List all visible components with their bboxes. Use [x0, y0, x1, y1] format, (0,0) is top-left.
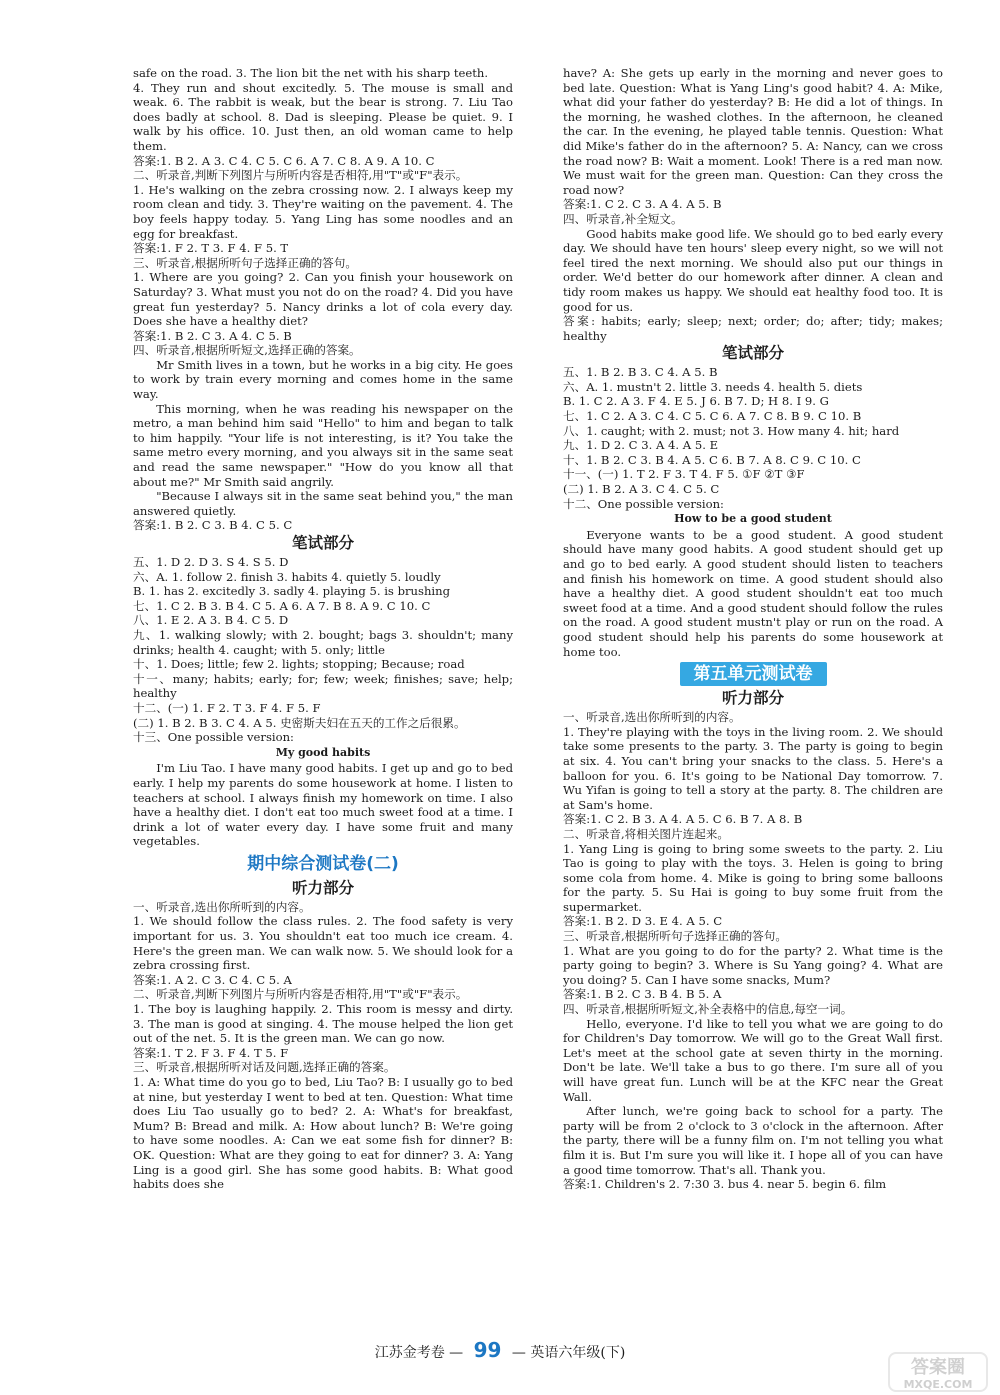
passage-paragraph: Mr Smith lives in a town, but he works in a big city. He goes to work by train every morning and comes home in the same way. [133, 357, 513, 402]
text-line: 答案:1. F 2. T 3. F 4. F 5. T [133, 241, 289, 256]
section-heading: 笔试部分 [721, 344, 784, 363]
text-line: 1. What are you going to do for the party? 2. What time is the party going to begin? 3. Where is Su Yang going? 4. What are you doing? 5. Can I have some snacks, Mum? [563, 943, 943, 987]
text-line: 五、1. D 2. D 3. S 4. S 5. D [133, 555, 289, 569]
text-line: 答案:1. T 2. F 3. F 4. T 5. F [133, 1045, 289, 1060]
test-title: 第五单元测试卷 [680, 662, 827, 686]
text-line: 答案:1. B 2. C 3. B 4. C 5. C [133, 518, 293, 533]
text-line: 十一、many; habits; early; for; few; week; finishes; save; help; healthy [133, 671, 513, 701]
text-line: 七、1. C 2. B 3. B 4. C 5. A 6. A 7. B 8. A 9. C 10. C [133, 598, 431, 613]
footer-book-title: 江苏金考卷 [374, 1345, 445, 1361]
passage-paragraph: I'm Liu Tao. I have many good habits. I get up and go to bed early. I help my parents do some housework at home. I listen to teachers at school. I always finish my homework on time. I also have a healthy diet. I don't eat too much sweet food at a time. I drink a lot of water every day. I have some fruit and many vegetables. [133, 761, 513, 849]
essay-title: My good habits [275, 745, 371, 759]
left-column [133, 66, 513, 1192]
text-line: 二、听录音,将相关图片连起来。 [563, 826, 729, 841]
text-line: 答案:1. B 2. D 3. E 4. A 5. C [563, 914, 723, 929]
text-line: safe on the road. 3. The lion bit the net with his sharp teeth. [133, 66, 489, 80]
text-line: 三、听录音,根据所听句子选择正确的答句。 [133, 255, 357, 270]
text-line: 二、听录音,判断下列图片与所听内容是否相符,用"T"或"F"表示。 [133, 168, 468, 183]
text-line: 答案:1. C 2. B 3. A 4. A 5. C 6. B 7. A 8. B [563, 812, 803, 827]
watermark-main: 答案圈 [911, 1357, 965, 1378]
text-line: 答案: habits; early; sleep; next; order; do; after; tidy; makes; healthy [563, 314, 943, 343]
text-line: 三、听录音,根据所听对话及问题,选择正确的答案。 [133, 1060, 396, 1075]
text-line: 八、1. E 2. A 3. B 4. C 5. D [133, 613, 289, 628]
text-line: 1. He's walking on the zebra crossing now. 2. I always keep my room clean and tidy. 3. They're waiting on the pavement. 4. The boy feels happy today. 5. Yang Ling has some noodles and an egg for breakfast. [133, 182, 513, 241]
text-line: 1. A: What time do you go to bed, Liu Tao? B: I usually go to bed at nine, but yesterday I went to bed at ten. Question: What time does Liu Tao usually go to bed? 2. A: What's for breakfast, Mum? B: Bread and milk. A: How about lunch? B: We're going to have some noodles. A: Can we eat some fish for dinner? B: OK. Question: What are they going to eat for dinner? 3. A: Yang Ling is a good girl. She has some good habits. B: What good habits does she [133, 1075, 513, 1192]
page-number: 99 [473, 1338, 502, 1362]
text-line: 十一、(一) 1. T 2. F 3. T 4. F 5. ①F ②T ③F [563, 467, 805, 482]
essay-title: How to be a good student [674, 512, 832, 526]
right-column [563, 66, 943, 1192]
text-line: 答案:1. B 2. C 3. A 4. C 5. B [133, 328, 292, 343]
text-line: 四、听录音,根据所听短文,选择正确的答案。 [133, 343, 361, 358]
text-line: 七、1. C 2. A 3. C 4. C 5. C 6. A 7. C 8. B 9. C 10. B [563, 409, 862, 424]
footer-subject: 英语六年级(下) [530, 1345, 626, 1361]
text-line: 1. Yang Ling is going to bring some sweets to the party. 2. Liu Tao is going to play with the toys. 3. Helen is going to bring some cola from home. 4. Mike is going to bring some balloons for the party. 5. Su Hai is going to buy some fruit from the supermarket. [563, 841, 943, 914]
text-line: 九、1. walking slowly; with 2. bought; bags 3. shouldn't; many drinks; health 4. caught; with 5. only; little [133, 627, 513, 657]
watermark-site: MXQE.COM [903, 1378, 973, 1391]
text-line: 1. The boy is laughing happily. 2. This room is messy and dirty. 3. The man is good at singing. 4. The mouse helped the lion get out of the net. 5. It is the green man. We can go now. [133, 1002, 513, 1046]
text-line: 四、听录音,补全短文。 [563, 211, 683, 226]
text-line: 一、听录音,选出你所听到的内容。 [563, 710, 741, 725]
text-line: have? A: She gets up early in the morning and never goes to bed late. Question: What is Yang Ling's good habit? 4. A: Mike, what did your father do yesterday? B: He did a lot of things. In the morning, he washed clothes. In the afternoon, he cleaned the car. In the evening, he played table tennis. Question: What did Mike's father do in the afternoon? 5. A: Nancy, can we cross the road now? B: Wait a moment. Look! There is a red man now. We must wait for the green man. Question: Can they cross the road now? [563, 66, 943, 197]
text-line: 答案:1. B 2. A 3. C 4. C 5. C 6. A 7. C 8. A 9. A 10. C [133, 153, 435, 168]
text-line: 十二、(一) 1. F 2. T 3. F 4. F 5. F [133, 700, 321, 715]
text-line: 1. Where are you going? 2. Can you finish your housework on Saturday? 3. What must you not do on the road? 4. Did you have great fun yesterday? 5. Nancy drinks a lot of cola every day. Does she have a healthy diet? [133, 270, 513, 329]
text-line: B. 1. C 2. A 3. F 4. E 5. J 6. B 7. D; H 8. I 9. G [563, 394, 829, 409]
passage-paragraph: Good habits make good life. We should go to bed early every day. We should have ten hours' sleep every night, so we will not feel tired the next morning. We should also put our things in order. We'd better do our homework after dinner. A clean and tidy room makes us happy. We should eat healthy food too. It is good for us. [563, 226, 943, 314]
footer-dash-left: — [449, 1345, 464, 1361]
section-heading: 听力部分 [291, 878, 354, 897]
test-title: 期中综合测试卷(二) [247, 853, 399, 874]
text-line: 三、听录音,根据所听句子选择正确的答句。 [563, 929, 787, 944]
text-line: 答案:1. C 2. C 3. A 4. A 5. B [563, 197, 722, 212]
footer-dash-right: — [511, 1345, 526, 1361]
test-title-banner [563, 662, 943, 686]
text-line: 一、听录音,选出你所听到的内容。 [133, 899, 311, 914]
text-line: 六、A. 1. follow 2. finish 3. habits 4. quietly 5. loudly [133, 569, 441, 584]
page-footer [0, 1340, 1000, 1363]
section-heading: 笔试部分 [291, 534, 354, 552]
passage-paragraph: After lunch, we're going back to school for a party. The party will be from 2 o'clock to 3 o'clock in the afternoon. After the party, there will be a funny film on. I'm not telling you what film it is. But I'm sure you will like it. I hope all of you can have a good time tomorrow. That's all. Thank you. [563, 1104, 943, 1177]
passage-paragraph: Everyone wants to be a good student. A good student should have many good habits. A good student should get up and go to bed early. A good student should listen to teachers and finish his homework on time. A good student should also have a healthy diet. A good student shouldn't eat too much sweet food at a time. And a good student should follow the rules on the road. A good student mustn't play or run on the road. A good student should help his parents do some housework at home too. [563, 527, 943, 659]
text-line: 十三、One possible version: [133, 730, 294, 745]
text-line: 二、听录音,判断下列图片与所听内容是否相符,用"T"或"F"表示。 [133, 987, 468, 1002]
text-line: 六、A. 1. mustn't 2. little 3. needs 4. health 5. diets [563, 379, 863, 394]
text-line: 1. We should follow the class rules. 2. The food safety is very important for us. 3. You shouldn't eat too much ice cream. 4. Here's the green man. We can walk now. 5. We should look for a zebra crossing first. [133, 914, 513, 973]
text-line: 八、1. caught; with 2. must; not 3. How many 4. hit; hard [563, 423, 900, 438]
text-line: 答案:1. Children's 2. 7:30 3. bus 4. near 5. begin 6. film [563, 1177, 887, 1192]
text-line: (二) 1. B 2. B 3. C 4. A 5. 史密斯夫妇在五天的工作之后很累。 [133, 715, 466, 730]
passage-paragraph: Hello, everyone. I'd like to tell you what we are going to do for Children's Day tomorrow. We will go to the Great Wall first. Let's meet at the school gate at seven thirty in the morning. Don't be late. We'll take a bus to go there. I'm sure all of you will have great fun. Lunch will be at the KFC near the Great Wall. [563, 1016, 943, 1104]
watermark-logo [888, 1352, 988, 1392]
passage-paragraph: "Because I always sit in the same seat behind you," the man answered quietly. [133, 489, 513, 518]
text-line: 1. They're playing with the toys in the living room. 2. We should take some presents to the party. 3. The party is going to begin at six. 4. You can't bring your snacks to the class. 5. Here's a balloon for you. 6. It's going to be National Day tomorrow. 7. Wu Yifan is going to tell a story at the party. 8. The children are at Sam's home. [563, 724, 943, 812]
section-heading: 听力部分 [721, 689, 784, 708]
text-line: 答案:1. A 2. C 3. C 4. C 5. A [133, 972, 292, 987]
text-line: 答案:1. B 2. C 3. B 4. B 5. A [563, 987, 722, 1002]
text-line: 十二、One possible version: [563, 496, 724, 511]
text-line: 九、1. D 2. C 3. A 4. A 5. E [563, 438, 719, 453]
text-line: 十、1. Does; little; few 2. lights; stopping; Because; road [133, 657, 465, 672]
text-line: (二) 1. B 2. A 3. C 4. C 5. C [563, 482, 720, 497]
text-line: B. 1. has 2. excitedly 3. sadly 4. playing 5. is brushing [133, 584, 451, 599]
passage-paragraph: This morning, when he was reading his newspaper on the metro, a man behind him said "Hello" to him and began to talk to him happily. "Your life is not interesting, is it? You take the same metro every morning, and you always sit in the same seat and read the same newspaper." "How do you know all that about me?" Mr Smith said angrily. [133, 401, 513, 489]
text-line: 十、1. B 2. C 3. B 4. A 5. C 6. B 7. A 8. C 9. C 10. C [563, 452, 861, 467]
text-line: 五、1. B 2. B 3. C 4. A 5. B [563, 365, 718, 380]
text-line: 四、听录音,根据所听短文,补全表格中的信息,每空一词。 [563, 1002, 853, 1017]
text-line: 4. They run and shout excitedly. 5. The mouse is small and weak. 6. The rabbit is weak, but the bear is strong. 7. Liu Tao does badly at school. 8. Dad is sleeping. Please be quiet. 9. I walk by his office. 10. Just then, an old woman came to help them. [133, 80, 513, 153]
